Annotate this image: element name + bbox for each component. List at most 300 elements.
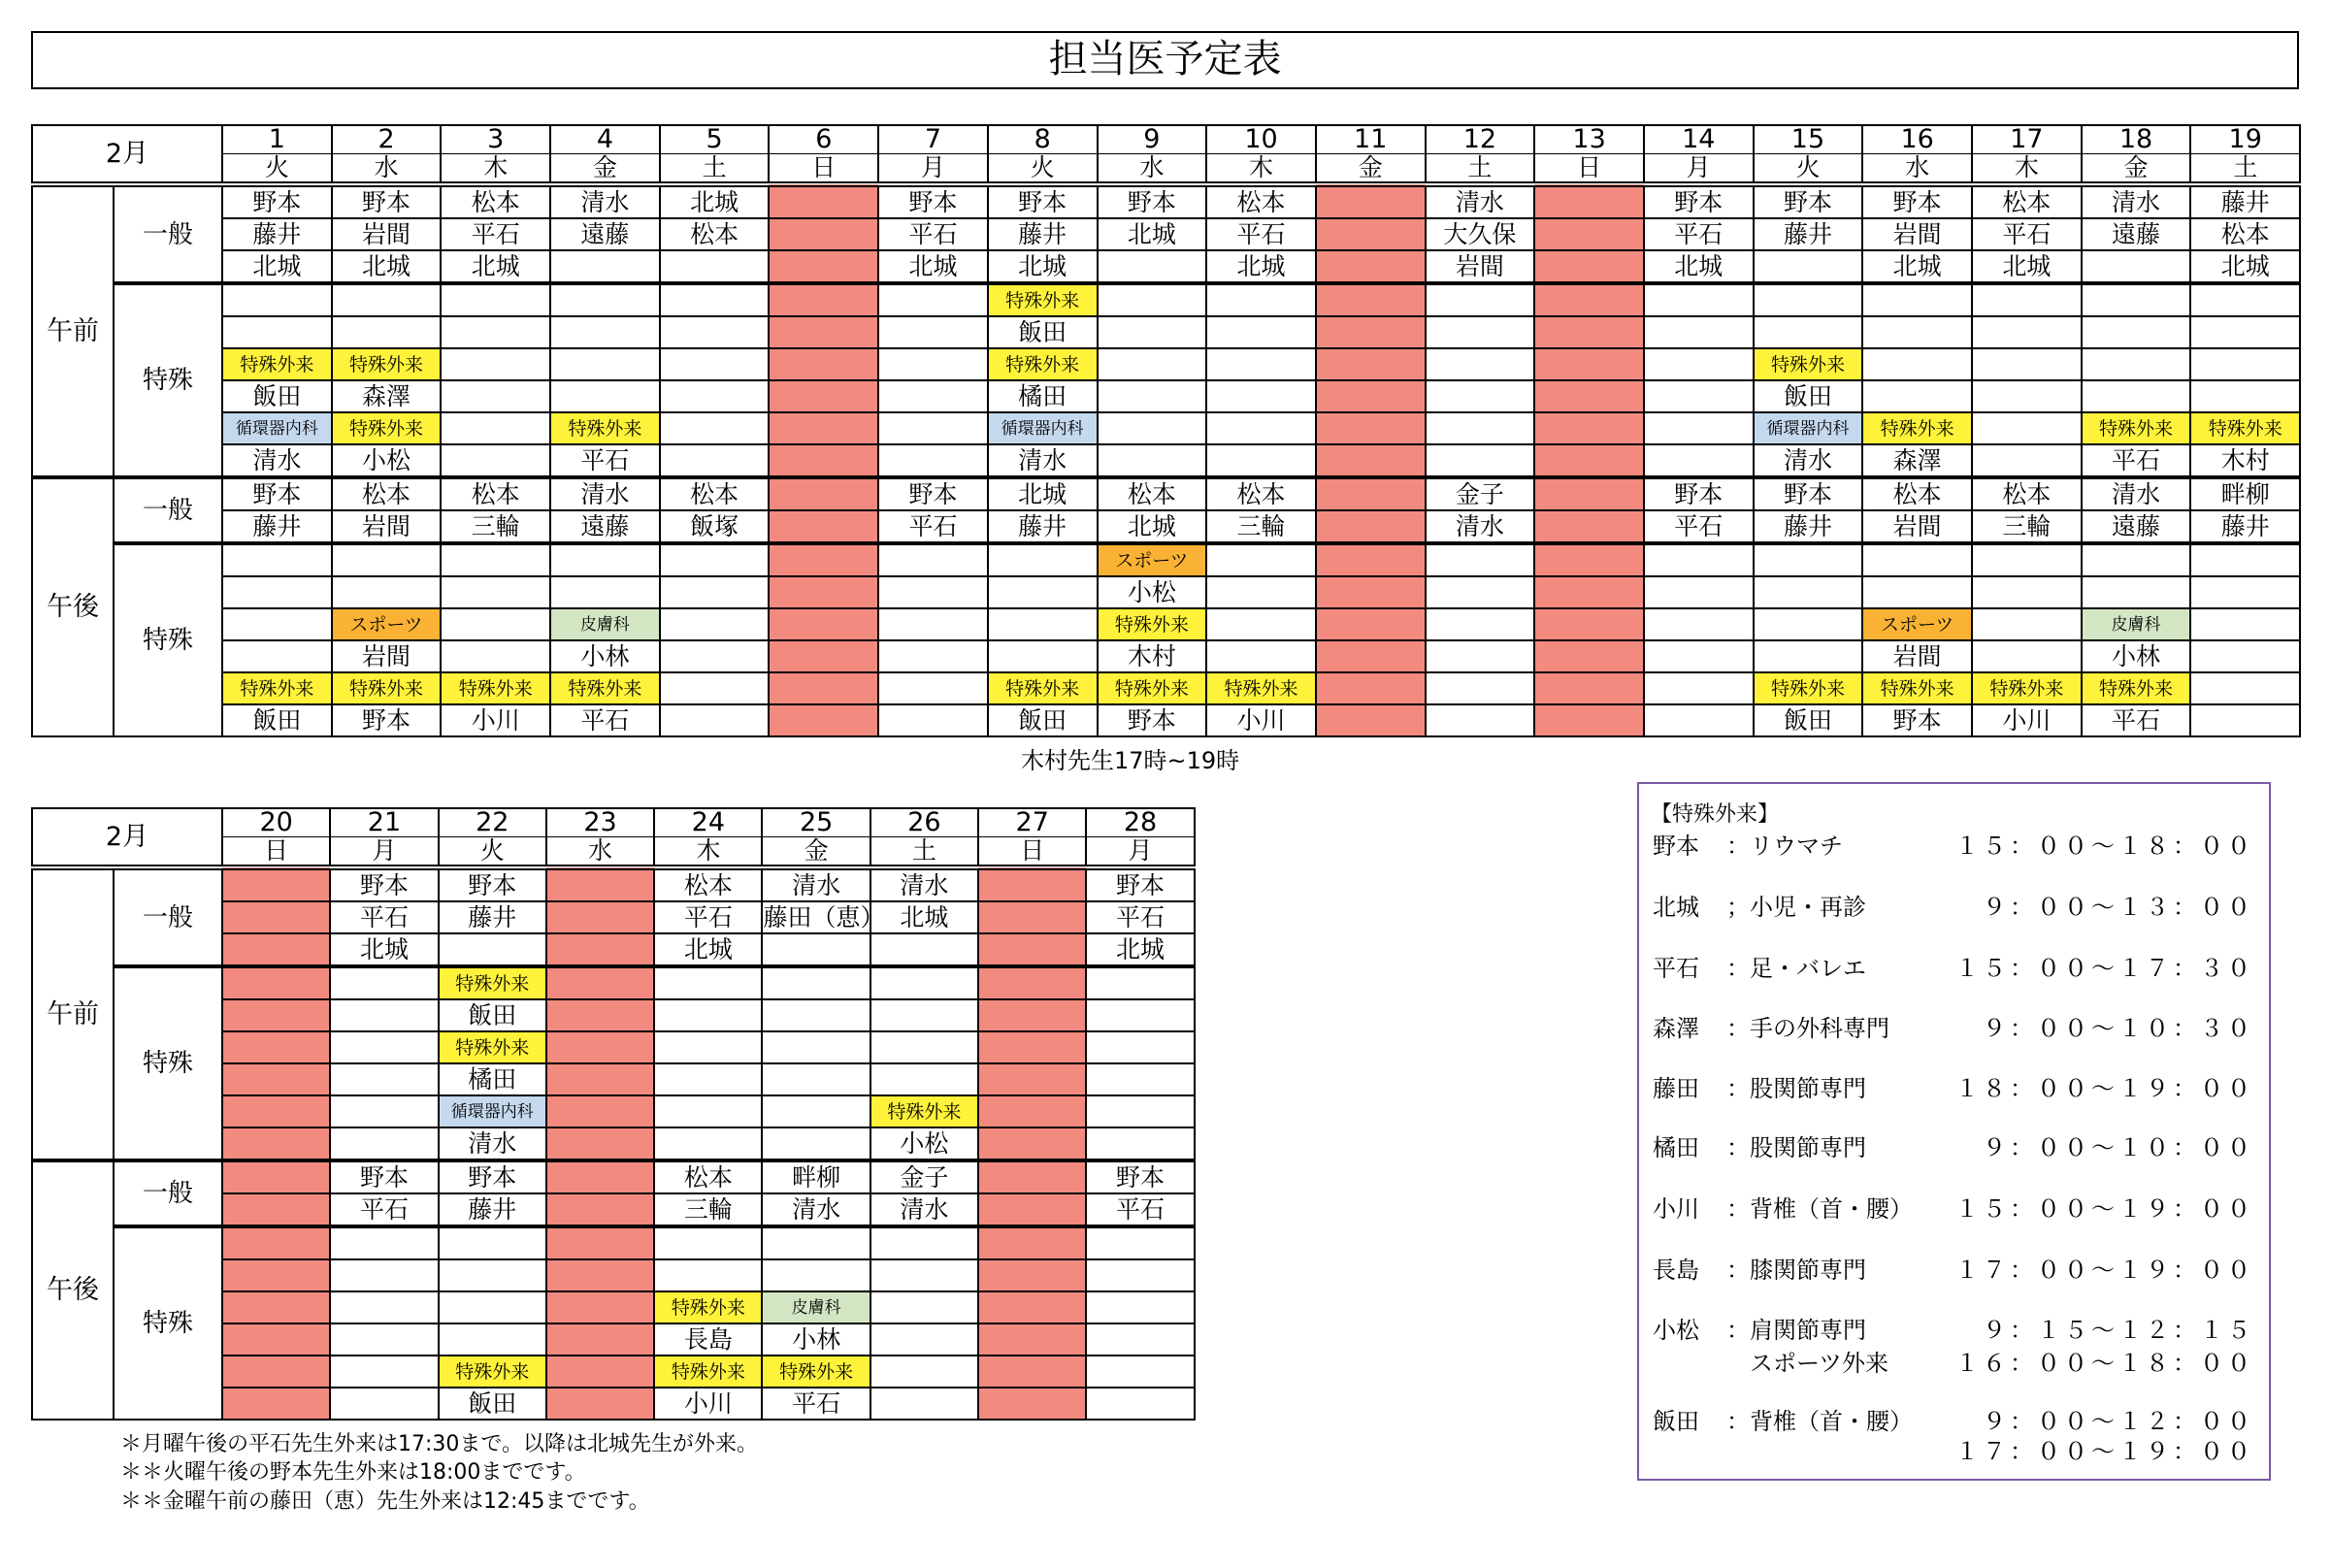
legend-name: 北城 <box>1653 894 1699 921</box>
empty-cell <box>878 444 988 477</box>
legend-name: 長島 <box>1653 1257 1699 1284</box>
clinic-badge: 特殊外来 <box>988 283 1098 316</box>
date-cell: 4 <box>550 125 660 154</box>
weekday-cell: 金 <box>550 154 660 185</box>
holiday-cell <box>769 184 878 218</box>
legend-spec: ；小児・再診 <box>1726 894 1866 921</box>
doctor-cell: 清水 <box>762 867 870 901</box>
date-cell: 20 <box>222 808 330 837</box>
doctor-cell: 小川 <box>1972 704 2082 736</box>
date-cell: 2 <box>332 125 442 154</box>
empty-cell <box>441 444 550 477</box>
empty-cell <box>222 543 332 576</box>
doctor-cell: 野本 <box>878 184 988 218</box>
weekday-cell: 日 <box>222 837 330 868</box>
doctor-cell: 清水 <box>550 184 660 218</box>
weekday-cell: 木 <box>441 154 550 185</box>
empty-cell <box>878 543 988 576</box>
holiday-cell <box>222 1323 330 1356</box>
doctor-cell: 清水 <box>439 1127 546 1160</box>
weekday-cell: 日 <box>978 837 1086 868</box>
empty-cell <box>550 250 660 283</box>
clinic-badge: 特殊外来 <box>222 348 332 380</box>
category-label-general: 一般 <box>114 867 222 966</box>
month-label: 2月 <box>32 125 222 184</box>
weekday-cell: 金 <box>1316 154 1426 185</box>
category-label-special: 特殊 <box>114 283 222 477</box>
month-label: 2月 <box>32 808 222 867</box>
doctor-cell: 畔柳 <box>2190 477 2300 510</box>
empty-cell <box>1754 250 1863 283</box>
doctor-cell: 北城 <box>222 250 332 283</box>
doctor-cell: 松本 <box>1972 477 2082 510</box>
empty-cell <box>762 1063 870 1095</box>
doctor-cell: 野本 <box>1862 184 1972 218</box>
holiday-cell <box>978 1388 1086 1420</box>
doctor-cell: 小林 <box>2082 640 2191 672</box>
doctor-cell: 飯田 <box>988 704 1098 736</box>
empty-cell <box>1206 283 1316 316</box>
empty-cell <box>1754 608 1863 640</box>
empty-cell <box>1644 444 1754 477</box>
empty-cell <box>1644 316 1754 348</box>
doctor-cell: 野本 <box>1644 477 1754 510</box>
doctor-cell: 平石 <box>878 218 988 250</box>
empty-cell <box>2082 576 2191 608</box>
empty-cell <box>762 1226 870 1259</box>
empty-cell <box>441 316 550 348</box>
empty-cell <box>762 933 870 966</box>
doctor-cell: 北城 <box>1644 250 1754 283</box>
empty-cell <box>1206 640 1316 672</box>
holiday-cell <box>1534 704 1644 736</box>
empty-cell <box>870 1226 978 1259</box>
legend-time: ９：００～１０：００ <box>1983 1134 2254 1161</box>
doctor-cell: 藤井 <box>2190 510 2300 543</box>
holiday-cell <box>1316 543 1426 576</box>
doctor-cell: 松本 <box>1206 477 1316 510</box>
doctor-cell: 藤井 <box>439 1193 546 1226</box>
legend-spec: ：手の外科専門 <box>1726 1015 1889 1042</box>
doctor-cell: 松本 <box>2190 218 2300 250</box>
empty-cell <box>1098 283 1207 316</box>
empty-cell <box>2082 348 2191 380</box>
category-label-special: 特殊 <box>114 966 222 1160</box>
holiday-cell <box>222 1356 330 1388</box>
empty-cell <box>1862 380 1972 412</box>
legend-row <box>1639 1128 2269 1161</box>
date-cell: 9 <box>1098 125 1207 154</box>
doctor-cell: 松本 <box>1972 184 2082 218</box>
clinic-badge: 特殊外来 <box>1754 672 1863 704</box>
doctor-cell: 野本 <box>330 1160 438 1193</box>
empty-cell <box>1972 608 2082 640</box>
doctor-cell: 大久保 <box>1426 218 1535 250</box>
holiday-cell <box>1534 543 1644 576</box>
empty-cell <box>2190 380 2300 412</box>
holiday-cell <box>1534 510 1644 543</box>
doctor-cell: 野本 <box>1086 1160 1194 1193</box>
holiday-cell <box>1534 348 1644 380</box>
doctor-cell: 小松 <box>1098 576 1207 608</box>
holiday-cell <box>978 1095 1086 1127</box>
holiday-cell <box>1316 283 1426 316</box>
empty-cell <box>330 1226 438 1259</box>
empty-cell <box>330 1031 438 1063</box>
doctor-cell: 三輪 <box>441 510 550 543</box>
empty-cell <box>330 1127 438 1160</box>
schedule-table-feb-20-28 <box>31 807 1196 1421</box>
doctor-cell: 平石 <box>330 1193 438 1226</box>
empty-cell <box>1644 672 1754 704</box>
empty-cell <box>441 543 550 576</box>
clinic-badge: 特殊外来 <box>550 672 660 704</box>
legend-time: ９：００～１０：３０ <box>1983 1015 2254 1042</box>
doctor-cell: 岩間 <box>1862 510 1972 543</box>
holiday-cell <box>769 250 878 283</box>
holiday-cell <box>222 999 330 1031</box>
empty-cell <box>330 1356 438 1388</box>
doctor-cell: 飯田 <box>222 380 332 412</box>
holiday-cell <box>222 1259 330 1291</box>
doctor-cell: 野本 <box>878 477 988 510</box>
date-cell: 25 <box>762 808 870 837</box>
holiday-cell <box>1534 218 1644 250</box>
empty-cell <box>330 1063 438 1095</box>
date-cell: 3 <box>441 125 550 154</box>
empty-cell <box>1206 316 1316 348</box>
empty-cell <box>2190 543 2300 576</box>
empty-cell <box>654 1226 762 1259</box>
empty-cell <box>2190 316 2300 348</box>
empty-cell <box>332 283 442 316</box>
holiday-cell <box>222 1388 330 1420</box>
doctor-cell: 平石 <box>1086 1193 1194 1226</box>
clinic-badge: 循環器内科 <box>439 1095 546 1127</box>
empty-cell <box>654 1031 762 1063</box>
empty-cell <box>878 608 988 640</box>
empty-cell <box>1862 576 1972 608</box>
clinic-badge: スポーツ <box>1098 543 1207 576</box>
empty-cell <box>870 933 978 966</box>
empty-cell <box>1644 543 1754 576</box>
doctor-cell: 藤井 <box>1754 510 1863 543</box>
date-cell: 11 <box>1316 125 1426 154</box>
empty-cell <box>988 576 1098 608</box>
doctor-cell: 小林 <box>762 1323 870 1356</box>
doctor-cell: 松本 <box>660 477 770 510</box>
empty-cell <box>1098 348 1207 380</box>
empty-cell <box>330 966 438 999</box>
clinic-badge: 特殊外来 <box>1972 672 2082 704</box>
doctor-cell: 北城 <box>1086 933 1194 966</box>
legend-name: 森澤 <box>1653 1015 1699 1042</box>
doctor-cell: 清水 <box>1426 510 1535 543</box>
holiday-cell <box>546 1323 654 1356</box>
empty-cell <box>330 1388 438 1420</box>
empty-cell <box>332 543 442 576</box>
doctor-cell: 松本 <box>1206 184 1316 218</box>
empty-cell <box>1206 543 1316 576</box>
empty-cell <box>439 1259 546 1291</box>
doctor-cell: 橘田 <box>988 380 1098 412</box>
empty-cell <box>660 412 770 444</box>
doctor-cell: 藤田（恵） <box>762 901 870 933</box>
holiday-cell <box>1534 380 1644 412</box>
doctor-cell: 藤井 <box>439 901 546 933</box>
empty-cell <box>439 1291 546 1323</box>
weekday-cell: 火 <box>988 154 1098 185</box>
empty-cell <box>2082 250 2191 283</box>
holiday-cell <box>978 1323 1086 1356</box>
holiday-cell <box>769 510 878 543</box>
category-label-special: 特殊 <box>114 1226 222 1420</box>
clinic-badge: 特殊外来 <box>332 672 442 704</box>
date-cell: 28 <box>1086 808 1194 837</box>
clinic-badge: 特殊外来 <box>654 1356 762 1388</box>
doctor-cell: 松本 <box>441 184 550 218</box>
empty-cell <box>550 316 660 348</box>
legend-time: ９：１５～１２：１５ <box>1983 1317 2254 1344</box>
empty-cell <box>1098 316 1207 348</box>
legend-spec: ：リウマチ <box>1726 833 1843 860</box>
holiday-cell <box>222 966 330 999</box>
weekday-cell: 木 <box>654 837 762 868</box>
empty-cell <box>878 283 988 316</box>
empty-cell <box>1426 283 1535 316</box>
legend-name: 小松 <box>1653 1317 1699 1344</box>
doctor-cell: 平石 <box>550 704 660 736</box>
empty-cell <box>1206 444 1316 477</box>
empty-cell <box>660 380 770 412</box>
weekday-cell: 土 <box>1426 154 1535 185</box>
empty-cell <box>441 348 550 380</box>
doctor-cell: 飯田 <box>988 316 1098 348</box>
empty-cell <box>550 348 660 380</box>
holiday-cell <box>1534 412 1644 444</box>
legend-spec: ：足・バレエ <box>1726 955 1866 982</box>
empty-cell <box>654 966 762 999</box>
legend-name: 橘田 <box>1653 1134 1699 1161</box>
holiday-cell <box>1534 283 1644 316</box>
period-label-am: 午前 <box>32 867 114 1160</box>
empty-cell <box>1098 250 1207 283</box>
empty-cell <box>1426 608 1535 640</box>
holiday-cell <box>769 412 878 444</box>
empty-cell <box>1862 283 1972 316</box>
date-cell: 27 <box>978 808 1086 837</box>
holiday-cell <box>978 1063 1086 1095</box>
date-cell: 18 <box>2082 125 2191 154</box>
empty-cell <box>441 380 550 412</box>
legend-spec: ：背椎（首・腰） <box>1726 1195 1913 1223</box>
legend-row <box>1639 1190 2269 1223</box>
holiday-cell <box>222 901 330 933</box>
legend-name: 小川 <box>1653 1195 1699 1223</box>
doctor-cell: 松本 <box>1862 477 1972 510</box>
doctor-cell: 北城 <box>1098 510 1207 543</box>
holiday-cell <box>769 316 878 348</box>
doctor-cell: 清水 <box>2082 184 2191 218</box>
clinic-badge: 特殊外来 <box>332 348 442 380</box>
holiday-cell <box>978 1193 1086 1226</box>
legend-row <box>1639 1009 2269 1042</box>
holiday-cell <box>1316 704 1426 736</box>
holiday-cell <box>546 1160 654 1193</box>
empty-cell <box>1086 1226 1194 1259</box>
empty-cell <box>1644 576 1754 608</box>
empty-cell <box>1972 543 2082 576</box>
doctor-cell: 松本 <box>1098 477 1207 510</box>
empty-cell <box>1086 1063 1194 1095</box>
weekday-cell: 水 <box>332 154 442 185</box>
doctor-cell: 北城 <box>2190 250 2300 283</box>
holiday-cell <box>978 1356 1086 1388</box>
holiday-cell <box>1316 640 1426 672</box>
empty-cell <box>1644 608 1754 640</box>
doctor-cell: 清水 <box>1426 184 1535 218</box>
clinic-badge: 特殊外来 <box>441 672 550 704</box>
empty-cell <box>1206 412 1316 444</box>
empty-cell <box>660 283 770 316</box>
empty-cell <box>1206 576 1316 608</box>
empty-cell <box>660 316 770 348</box>
holiday-cell <box>1534 477 1644 510</box>
empty-cell <box>870 999 978 1031</box>
empty-cell <box>660 543 770 576</box>
empty-cell <box>878 380 988 412</box>
legend-time: １６：００～１８：００ <box>1955 1350 2254 1377</box>
doctor-cell: 飯田 <box>439 999 546 1031</box>
holiday-cell <box>546 1031 654 1063</box>
holiday-cell <box>1534 672 1644 704</box>
holiday-cell <box>769 283 878 316</box>
empty-cell <box>1644 380 1754 412</box>
holiday-cell <box>546 1388 654 1420</box>
period-label-pm: 午後 <box>32 1160 114 1420</box>
empty-cell <box>330 1323 438 1356</box>
period-label-pm: 午後 <box>32 477 114 736</box>
empty-cell <box>660 444 770 477</box>
doctor-cell: 清水 <box>2082 477 2191 510</box>
empty-cell <box>2190 640 2300 672</box>
doctor-cell: 野本 <box>1098 704 1207 736</box>
clinic-badge: 特殊外来 <box>1098 672 1207 704</box>
empty-cell <box>1086 966 1194 999</box>
empty-cell <box>878 316 988 348</box>
weekday-cell: 金 <box>2082 154 2191 185</box>
clinic-badge: 特殊外来 <box>1862 412 1972 444</box>
empty-cell <box>870 1323 978 1356</box>
doctor-cell: 野本 <box>1644 184 1754 218</box>
empty-cell <box>870 966 978 999</box>
weekday-cell: 日 <box>1534 154 1644 185</box>
date-cell: 24 <box>654 808 762 837</box>
doctor-cell: 長島 <box>654 1323 762 1356</box>
empty-cell <box>878 348 988 380</box>
empty-cell <box>1086 1259 1194 1291</box>
empty-cell <box>330 1259 438 1291</box>
empty-cell <box>439 1323 546 1356</box>
doctor-cell: 松本 <box>441 477 550 510</box>
empty-cell <box>654 1063 762 1095</box>
empty-cell <box>1754 316 1863 348</box>
holiday-cell <box>222 933 330 966</box>
holiday-cell <box>546 933 654 966</box>
legend-name: 飯田 <box>1653 1408 1699 1435</box>
empty-cell <box>1972 576 2082 608</box>
empty-cell <box>330 999 438 1031</box>
legend-name: 野本 <box>1653 833 1699 860</box>
holiday-cell <box>222 1160 330 1193</box>
legend-spec: ：股関節専門 <box>1726 1134 1866 1161</box>
holiday-cell <box>1316 218 1426 250</box>
category-label-general: 一般 <box>114 477 222 543</box>
category-label-special: 特殊 <box>114 543 222 736</box>
empty-cell <box>660 348 770 380</box>
weekday-cell: 木 <box>1206 154 1316 185</box>
empty-cell <box>1098 444 1207 477</box>
weekday-cell: 土 <box>660 154 770 185</box>
holiday-cell <box>769 348 878 380</box>
empty-cell <box>1086 1095 1194 1127</box>
doctor-cell: 清水 <box>988 444 1098 477</box>
holiday-cell <box>1316 380 1426 412</box>
holiday-cell <box>978 999 1086 1031</box>
empty-cell <box>1754 640 1863 672</box>
empty-cell <box>2190 348 2300 380</box>
doctor-cell: 藤井 <box>988 510 1098 543</box>
empty-cell <box>2082 283 2191 316</box>
legend-time: １７：００～１９：００ <box>1955 1257 2254 1284</box>
doctor-cell: 野本 <box>330 867 438 901</box>
empty-cell <box>878 640 988 672</box>
holiday-cell <box>1316 184 1426 218</box>
empty-cell <box>222 283 332 316</box>
legend-time: ９：００～１２：００ <box>1983 1408 2254 1435</box>
empty-cell <box>1644 704 1754 736</box>
empty-cell <box>1754 543 1863 576</box>
empty-cell <box>762 966 870 999</box>
legend-spec: ：背椎（首・腰） <box>1726 1408 1913 1435</box>
holiday-cell <box>222 1291 330 1323</box>
empty-cell <box>1206 380 1316 412</box>
empty-cell <box>870 1063 978 1095</box>
clinic-badge: 特殊外来 <box>332 412 442 444</box>
holiday-cell <box>546 999 654 1031</box>
empty-cell <box>550 576 660 608</box>
empty-cell <box>2190 576 2300 608</box>
empty-cell <box>2082 543 2191 576</box>
empty-cell <box>1862 543 1972 576</box>
empty-cell <box>222 316 332 348</box>
legend-spec: ：膝関節専門 <box>1726 1257 1866 1284</box>
legend-name: 藤田 <box>1653 1075 1699 1102</box>
holiday-cell <box>1534 444 1644 477</box>
empty-cell <box>550 380 660 412</box>
empty-cell <box>441 412 550 444</box>
holiday-cell <box>546 1259 654 1291</box>
doctor-cell: 小川 <box>441 704 550 736</box>
empty-cell <box>550 283 660 316</box>
doctor-cell: 平石 <box>2082 444 2191 477</box>
empty-cell <box>988 640 1098 672</box>
empty-cell <box>762 1127 870 1160</box>
holiday-cell <box>222 1063 330 1095</box>
doctor-cell: 北城 <box>441 250 550 283</box>
empty-cell <box>441 576 550 608</box>
holiday-cell <box>769 543 878 576</box>
